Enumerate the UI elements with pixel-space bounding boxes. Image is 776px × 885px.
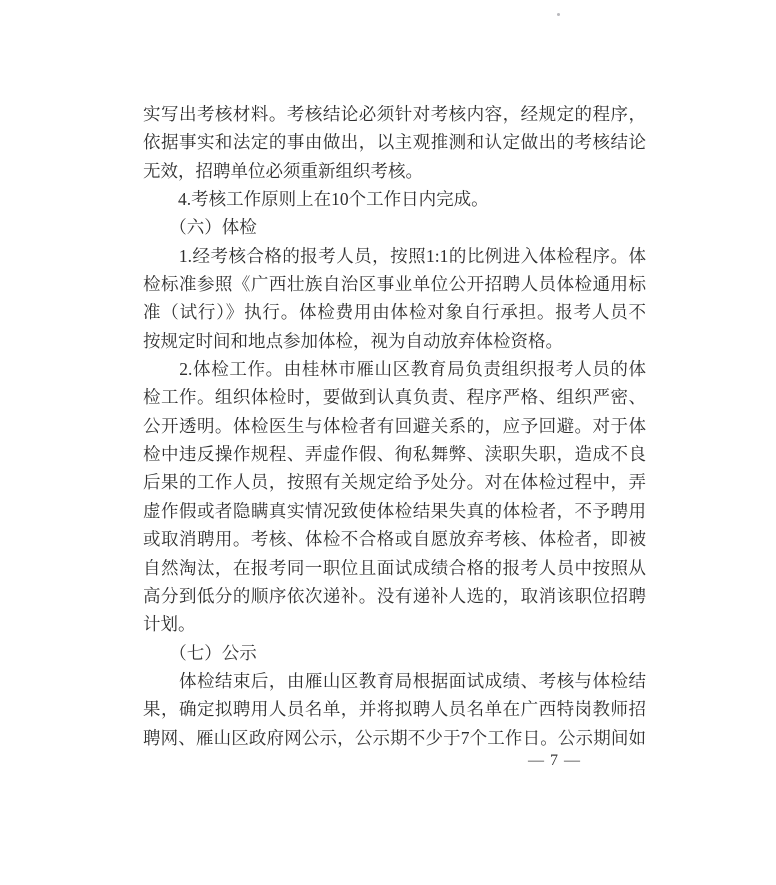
scan-speck [557, 13, 560, 16]
text-line: 依据事实和法定的事由做出，以主观推测和认定做出的考核结论 [143, 132, 646, 153]
text-line: 检标准参照《广西壮族自治区事业单位公开招聘人员体检通用标 [143, 274, 646, 295]
text-line: 按规定时间和地点参加体检，视为自动放弃体检资格。 [143, 330, 563, 351]
text-line: （六）体检 [143, 217, 257, 238]
text-line: 虚作假或者隐瞒真实情况致使体检结果失真的体检者，不予聘用 [143, 500, 646, 521]
text-line: （七）公示 [143, 642, 257, 663]
text-line: 无效，招聘单位必须重新组织考核。 [143, 160, 423, 181]
text-line: 后果的工作人员，按照有关规定给予处分。对在体检过程中，弄 [143, 472, 646, 493]
text-line: 1.经考核合格的报考人员，按照1:1的比例进入体检程序。体 [143, 245, 646, 266]
text-line: 自然淘汰，在报考同一职位且面试成绩合格的报考人员中按照从 [143, 557, 646, 578]
text-line: 或取消聘用。考核、体检不合格或自愿放弃考核、体检者，即被 [143, 529, 646, 550]
text-line: 4.考核工作原则上在10个工作日内完成。 [143, 189, 489, 210]
document-body [143, 100, 646, 752]
text-line: 实写出考核材料。考核结论必须针对考核内容，经规定的程序， [143, 104, 646, 124]
page-number: — 7 — [528, 752, 581, 769]
text-line: 公开透明。体检医生与体检者有回避关系的，应予回避。对于体 [143, 415, 646, 436]
text-line: 体检结束后，由雁山区教育局根据面试成绩、考核与体检结 [143, 670, 646, 691]
text-line: 检工作。组织体检时，要做到认真负责、程序严格、组织严密、 [143, 387, 646, 408]
text-line: 高分到低分的顺序依次递补。没有递补人选的，取消该职位招聘 [143, 585, 646, 606]
text-line: 计划。 [143, 614, 196, 635]
text-line: 果，确定拟聘用人员名单，并将拟聘人员名单在广西特岗教师招 [143, 699, 646, 720]
text-line: 检中违反操作规程、弄虚作假、徇私舞弊、渎职失职，造成不良 [143, 444, 646, 465]
text-line: 2.体检工作。由桂林市雁山区教育局负责组织报考人员的体 [143, 359, 646, 380]
text-line: 准（试行）》执行。体检费用由体检对象自行承担。报考人员不 [143, 302, 646, 323]
text-line: 聘网、雁山区政府网公示，公示期不少于7个工作日。公示期间如 [143, 727, 646, 748]
